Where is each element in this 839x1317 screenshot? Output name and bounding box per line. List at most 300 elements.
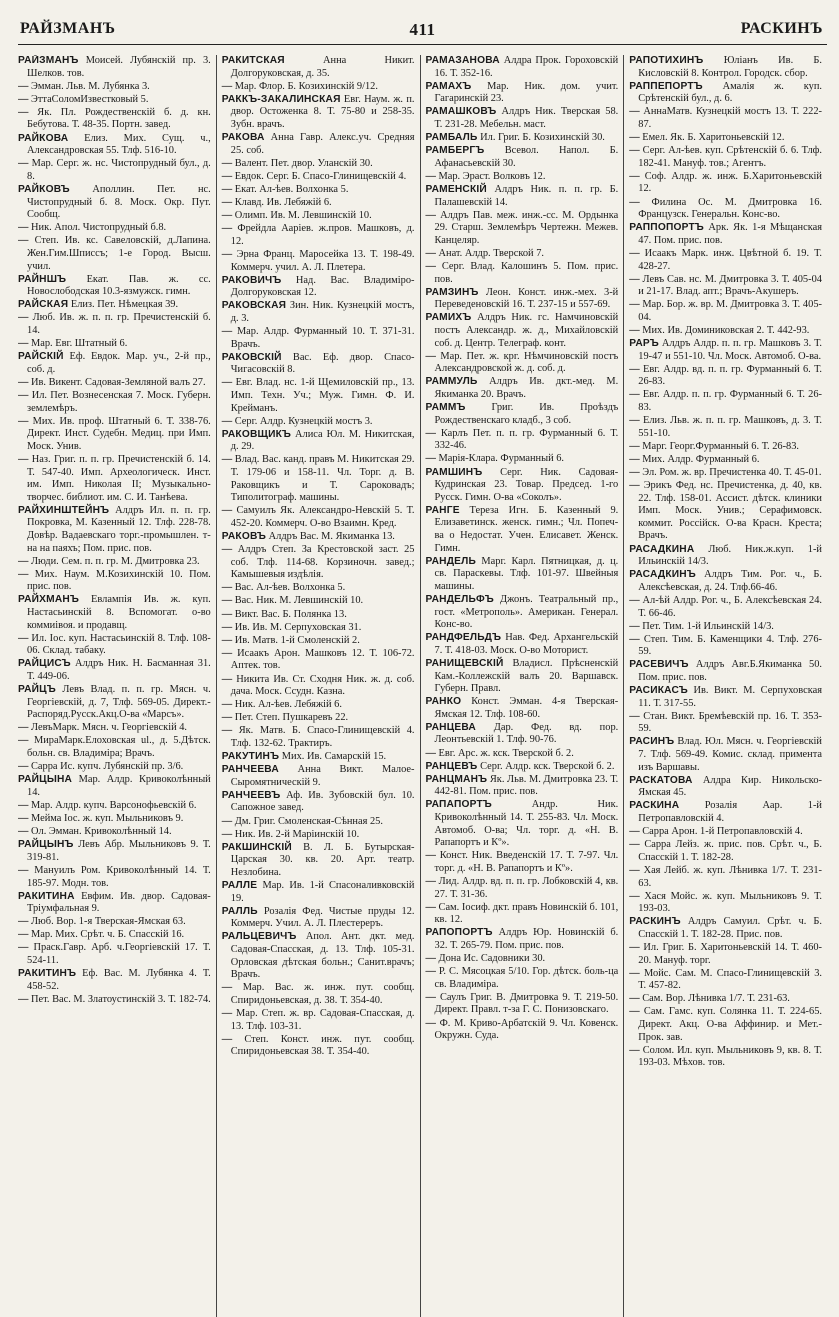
directory-entry <box>629 826 822 839</box>
entry-surname: РАКОВЪ <box>221 530 267 542</box>
entry-dash: — <box>221 197 235 209</box>
entry-text: Эмман. Льв. М. Лубянка 3. <box>31 80 150 92</box>
entry-dash: — <box>629 299 643 311</box>
directory-entry <box>426 876 619 901</box>
entry-dash: — <box>629 106 644 118</box>
entry-text: Анна Гавр. Алекс.уч. Средняя 25. соб. <box>230 132 415 156</box>
entry-surname: РАККЪ-ЗАКАЛИНСКАЯ <box>221 93 341 105</box>
entry-dash: — <box>221 699 235 711</box>
entry-dash: — <box>18 106 38 118</box>
entry-dash: — <box>18 929 31 941</box>
entry-text: Сарра Лейз. ж. прис. пов. Срѣт. ч., Б. Спасскій 1. Т. 182-28. <box>638 839 822 863</box>
directory-entry <box>629 595 822 620</box>
entry-text: Карлъ Пет. п. п. гр. Фурманный 6. Т. 332-46. <box>434 427 619 452</box>
directory-entry <box>18 299 211 312</box>
directory-entry <box>629 389 822 414</box>
entry-text: Серг. Ал-ѣев. куп. Срѣтенскій б. 6. Тлф. 182-41. Мануф. тов.; Агентъ. <box>638 145 822 169</box>
entry-dash: — <box>221 415 235 427</box>
entry-text: Сам. Гамс. куп. Солянка 11. Т. 224-65. Директ. Акц. О-ва Аффинир. и Мет.-Прок. зав. <box>638 1006 822 1043</box>
entry-text: Зин. Ник. Кузнецкій мостъ, д. 3. <box>230 300 415 324</box>
entry-dash: — <box>629 324 643 336</box>
directory-entry <box>222 790 415 815</box>
directory-entry <box>18 377 211 390</box>
entry-text: Пет. Тим. 1-й Ильинскій 14/3. <box>642 620 774 632</box>
entry-surname: РАЙЗМАНЪ <box>18 55 79 66</box>
entry-text: Мануилъ Ром. Кривоколѣнный 14. Т. 185-97. Модн. тов. <box>27 864 211 889</box>
directory-entry <box>426 248 619 261</box>
entry-text: Алдръ Ник. п. п. гр. Б. Палашевскій 14. <box>434 183 619 208</box>
entry-text: Эрикъ Фед. нс. Пречистенка, д. 40, кв. 22. Тлф. 158-01. Ассист. дѣтск. клиники Имп. Моск. Унив.; Серафимовск. коммит. Россійск. О-ва Красн. Креста; Врачъ. <box>638 480 822 542</box>
entry-text: Пет. Степ. Пушкаревъ 22. <box>234 712 349 724</box>
entry-text: Мар. Пет. ж. крг. Нѣмчиновскій постъ Александровской ж. д. соб. д. <box>434 350 619 375</box>
entry-surname: РАНЧЕЕВЪ <box>221 789 281 801</box>
entry-text: Дм. Григ. Смоленская-Сѣнная 25. <box>234 815 383 827</box>
running-head-right: РАСКИНЪ <box>740 20 823 37</box>
directory-entry <box>426 632 619 657</box>
entry-text: Лид. Алдр. вд. п. п. гр. Лобковскій 4, кв. 27. Т. 31-36. <box>434 876 619 900</box>
directory-entry <box>222 377 415 415</box>
entry-text: Люб. Ив. ж. п. п. гр. Пречистенскій б. 14. <box>27 312 211 336</box>
entry-dash: — <box>629 864 644 876</box>
entry-surname: РАКОВА <box>221 132 265 144</box>
entry-text: Ник. Ал-ѣев. Лебяжій 6. <box>234 699 342 711</box>
directory-entry <box>222 223 415 248</box>
entry-dash: — <box>221 544 238 556</box>
entry-text: Всевол. Напол. Б. Афанасьевскій 30. <box>434 145 619 169</box>
entry-text: Алдръ Юр. Новинскій б. 32. Т. 265-79. Пом. прис. пов. <box>434 927 619 951</box>
entry-dash: — <box>221 454 235 466</box>
directory-entry <box>18 722 211 735</box>
directory-entry <box>426 902 619 927</box>
entry-dash: — <box>221 828 235 840</box>
directory-entry <box>222 197 415 210</box>
entry-surname: РАЛЛЕ <box>221 880 258 891</box>
directory-entry <box>222 725 415 750</box>
entry-dash: — <box>629 480 644 492</box>
entry-text: Сарра Ис. купч. Лубянскій пр. 3/6. <box>31 761 184 773</box>
entry-text: Мих. Ив. Доминиковская 2. Т. 442-93. <box>642 324 810 336</box>
entry-surname: РАСИНЪ <box>629 736 675 748</box>
directory-entry <box>629 968 822 993</box>
entry-dash: — <box>18 568 35 580</box>
entry-surname: РАСКИНЪ <box>629 916 681 928</box>
entry-text: ЭттаСоломИзвестковый 5. <box>31 93 149 105</box>
entry-text: Алдръ Тим. Рог. ч., Б. Алексѣевская, д. 24. Тлф.66-46. <box>638 569 822 593</box>
entry-text: Елиз. Льв. ж. п. п. гр. Машковъ, д. 3. Т. 551-10. <box>638 415 822 439</box>
entry-surname: РАЛЬЦЕВИЧЪ <box>221 931 297 943</box>
directory-entry <box>222 158 415 171</box>
directory-entry <box>18 761 211 774</box>
directory-entry <box>18 107 211 132</box>
directory-entry <box>426 748 619 761</box>
entry-text: Алдръ Ник. Тверская 58. Т. 231-28. Мебельн. маст. <box>434 106 619 130</box>
directory-entry <box>222 249 415 274</box>
directory-entry <box>18 735 211 760</box>
directory-entry <box>222 609 415 622</box>
entry-dash: — <box>221 248 237 260</box>
entry-text: Мар. Мих. Срѣт. ч. Б. Спасскій 16. <box>31 929 185 941</box>
entry-text: Ал-ѣй Алдр. Рог. ч., Б. Алексѣевская 24. Т. 66-46. <box>638 594 822 619</box>
entry-text: Алдръ Ив. дкт.-мед. М. Якиманка 20. Врачъ. <box>434 376 619 400</box>
entry-text: Евг. Арс. ж. кск. Тверской б. 2. <box>438 747 574 759</box>
entry-surname: РАМШИНЪ <box>425 466 483 478</box>
entry-text: Алиса Юл. М. Никитская, д. 29. <box>230 428 415 453</box>
entry-text: Конст. Ник. Введенскій 17. Т. 7-97. Чл. торг. д. «Н. В. Рапапортъ и Кº». <box>434 850 619 874</box>
directory-entry <box>629 454 822 467</box>
entry-text: Сам. Вор. Лѣнивка 1/7. Т. 231-63. <box>642 993 790 1005</box>
entry-text: Исаакъ Арон. Машковъ 12. Т. 106-72. Аптек. тов. <box>230 647 415 672</box>
entry-text: Конст. Эмман. 4-я Тверская-Ямская 12. Тлф. 108-60. <box>434 696 619 720</box>
entry-dash: — <box>18 722 31 734</box>
entry-dash: — <box>18 453 32 465</box>
directory-entry <box>222 94 415 132</box>
entry-dash: — <box>629 273 643 285</box>
entry-text: Алдръ Пав. меж. инж.-сс. М. Ордынка 29. Старш. Землемѣръ Чертежн. Межев. Канцеляр. <box>434 209 619 246</box>
entry-text: Евдок. Серг. Б. Спасо-Глинищевскій 4. <box>234 170 407 182</box>
entry-text: Евг. Алдр. п. п. гр. Фурманный 6. Т. 26-83. <box>638 389 822 414</box>
directory-entry <box>426 184 619 209</box>
entry-text: Никита Ив. Ст. Сходня Ник. ж. д. соб. дача. Моск. Ссудн. Казна. <box>230 673 415 698</box>
entry-dash: — <box>221 621 235 633</box>
directory-entry <box>222 531 415 544</box>
entry-text: Евг. Влад. нс. 1-й Щемиловскій пр., 13. Имп. Техн. Уч.; Муж. Гимн. Ф. И. Крейманъ. <box>230 377 415 414</box>
entry-text: Ив. Викент. Садовая-Земляной валъ 27. <box>31 376 206 388</box>
directory-entry <box>18 994 211 1007</box>
entry-surname: РАПОТИХИНЪ <box>629 55 704 66</box>
entry-dash: — <box>18 338 31 350</box>
entry-surname: РАМАЗАНОВА <box>425 55 500 66</box>
entry-text: Еф. Евдок. Мар. уч., 2-й пр., соб. д. <box>27 351 211 375</box>
entry-dash: — <box>425 453 439 465</box>
directory-entry <box>629 916 822 941</box>
entry-surname: РАПАПОРТЪ <box>425 799 492 811</box>
entry-text: Мар. Ив. 1-й Спасоналивковскій 19. <box>230 880 415 904</box>
directory-entry <box>629 544 822 569</box>
entry-dash: — <box>18 555 31 567</box>
entry-dash: — <box>18 993 31 1005</box>
entry-text: Алдръ Ник. Н. Басманная 31. Т. 449-06. <box>27 658 211 682</box>
entry-dash: — <box>425 1017 440 1029</box>
entry-text: Мар. Алдр. купч. Варсонофьевскій 6. <box>31 799 197 811</box>
entry-dash: — <box>425 247 439 259</box>
entry-surname: РАМЕНСКІЙ <box>425 183 487 195</box>
entry-surname: РАММЪ <box>425 402 466 414</box>
columns <box>18 55 827 1317</box>
directory-entry <box>629 569 822 594</box>
entry-text: Ив. Матв. 1-й Смоленскій 2. <box>234 634 360 646</box>
entry-text: Вас. Ал-ѣев. Волхонка 5. <box>234 582 346 594</box>
directory-entry <box>18 556 211 569</box>
entry-dash: — <box>629 170 645 182</box>
entry-text: Розалія Аар. 1-й Петропавловскій 4. <box>638 800 822 825</box>
directory-entry <box>222 326 415 351</box>
directory-entry <box>18 684 211 722</box>
directory-entry <box>629 659 822 684</box>
entry-surname: РАППЕПОРТЪ <box>629 80 703 92</box>
entry-dash: — <box>425 901 439 913</box>
entry-text: Мих. Ив. проф. Штатный 6. Т. 338-76. Директ. Инст. Судебн. Медиц. при Имп. Моск. Унив. <box>27 415 211 452</box>
directory-entry <box>426 376 619 401</box>
entry-dash: — <box>221 80 235 92</box>
directory-entry <box>18 658 211 683</box>
entry-text: Мих. Ив. Самарскій 15. <box>281 751 387 763</box>
directory-entry <box>18 274 211 299</box>
entry-surname: РАКИТИНА <box>18 890 75 902</box>
page-header <box>18 14 827 45</box>
directory-entry <box>222 1034 415 1059</box>
directory-entry <box>426 171 619 184</box>
entry-text: Аполлин. Пет. нс. Чистопрудный б. 8. Моск. Окр. Пут. Сообщ. <box>27 183 211 221</box>
entry-text: Елиз. Мих. Сущ. ч., Александровская 55. Тлф. 516-10. <box>27 132 211 157</box>
entry-dash: — <box>221 982 243 994</box>
directory-entry <box>18 800 211 813</box>
directory-entry <box>426 696 619 721</box>
entry-text: Люб. Вор. 1-я Тверская-Ямская 63. <box>31 916 186 928</box>
entry-surname: РАММУЛЬ <box>425 376 478 388</box>
entry-text: Мар. Алдр. Кривоколѣнный 14. <box>27 774 211 798</box>
entry-text: Хая Лейб. ж. куп. Лѣнивка 1/7. Т. 231-63. <box>638 864 822 889</box>
entry-surname: РАСИКАСЪ <box>629 685 688 697</box>
entry-text: Марг. Георг.Фурманный 6. Т. 26-83. <box>642 440 800 452</box>
directory-entry <box>629 415 822 440</box>
directory-entry <box>222 648 415 673</box>
entry-text: Алдръ Авг.Б.Якиманка 50. Пом. прис. пов. <box>638 659 822 683</box>
entry-dash: — <box>221 210 235 222</box>
directory-entry <box>222 275 415 300</box>
entry-text: Эрна Франц. Маросейка 13. Т. 198-49. Коммерч. учил. А. Л. Плетерa. <box>230 248 415 273</box>
entry-text: Мар. Степ. ж. вр. Садовая-Спасская, д. 13. Тлф. 103-31. <box>230 1007 415 1032</box>
entry-dash: — <box>18 632 32 644</box>
directory-entry <box>426 81 619 106</box>
directory-entry <box>629 132 822 145</box>
entry-dash: — <box>18 826 31 838</box>
entry-dash: — <box>18 799 31 811</box>
entry-text: Мейма Іос. ж. куп. Мыльниковъ 9. <box>31 813 184 825</box>
directory-entry <box>629 942 822 967</box>
entry-dash: — <box>221 634 235 646</box>
entry-dash: — <box>629 993 643 1005</box>
entry-text: Евг. Алдр. вд. п. п. гр. Фурманный 6. Т. 26-83. <box>638 363 823 388</box>
entry-dash: — <box>18 813 31 825</box>
entry-dash: — <box>629 247 645 259</box>
directory-entry <box>426 132 619 145</box>
entry-text: Алдръ Вас. М. Якиманка 13. <box>268 530 395 542</box>
entry-text: Сам. Іосиф. дкт. правъ Новинскій б. 101, кв. 12. <box>434 901 619 926</box>
entry-dash: — <box>18 158 32 170</box>
entry-surname: РАКИТИНЪ <box>18 968 77 980</box>
directory-entry <box>18 158 211 183</box>
directory-entry <box>222 132 415 157</box>
entry-text: Екат. Ал-ѣев. Волхонка 5. <box>234 183 349 195</box>
entry-text: Алдра Кир. Никольско-Ямская 45. <box>638 774 822 799</box>
directory-entry <box>222 674 415 699</box>
directory-entry <box>629 993 822 1006</box>
entry-text: Аф. Ив. Зубовскій бул. 10. Сапожное завед. <box>230 789 415 814</box>
directory-entry <box>426 312 619 350</box>
entry-text: Степ. Тим. Б. Каменщики 4. Тлф. 276-59. <box>638 633 822 658</box>
directory-entry <box>426 402 619 427</box>
directory-entry <box>18 390 211 415</box>
entry-dash: — <box>629 710 644 722</box>
entry-text: Стан. Викт. Бремѣевскій пр. 16. Т. 353-59. <box>638 710 822 735</box>
directory-entry <box>222 816 415 829</box>
directory-entry <box>18 633 211 658</box>
entry-text: Эл. Ром. ж. вр. Пречистенка 40. Т. 45-01. <box>642 467 822 478</box>
column-4 <box>623 55 827 1317</box>
entry-text: Ив. Викт. М. Серпуховская 11. Т. 317-55. <box>638 685 822 709</box>
entry-text: Соф. Алдр. ж. инж. Б.Харитоньевскій 12. <box>638 170 822 195</box>
entry-surname: РАНДЕЛЬ <box>425 555 477 567</box>
directory-entry <box>222 1008 415 1033</box>
entry-surname: РАКОВСКІЙ <box>221 351 282 363</box>
entry-text: Анат. Алдр. Тверской 7. <box>438 247 544 259</box>
entry-text: Ил. Григ. Б. Козихинскій 30. <box>480 132 605 144</box>
directory-entry <box>629 274 822 299</box>
directory-entry <box>18 826 211 839</box>
entry-text: Серг. Алдр. кск. Тверской б. 2. <box>480 760 615 772</box>
entry-text: Пет. Вас. М. Златоустинскій 3. Т. 182-74. <box>31 993 211 1005</box>
entry-text: Ник. Ив. 2-й Маріинскій 10. <box>234 828 360 840</box>
entry-surname: РАПОПОРТЪ <box>425 927 493 939</box>
entry-dash: — <box>18 80 31 92</box>
entry-dash: — <box>629 967 645 979</box>
directory-entry <box>18 891 211 916</box>
directory-entry <box>629 775 822 800</box>
directory-entry <box>18 94 211 107</box>
directory-entry <box>426 505 619 555</box>
entry-text: Вас. Еф. двор. Спасо-Чигасовскій 8. <box>230 351 415 376</box>
entry-text: Ил. Пет. Вознесенская 7. Моск. Губерн. землемѣръ. <box>27 389 211 414</box>
entry-text: Мар. Эраст. Волковъ 12. <box>438 170 546 182</box>
entry-text: Мойс. Сам. М. Спасо-Глинищевскій 3. Т. 457-82. <box>638 967 822 992</box>
directory-entry <box>18 338 211 351</box>
entry-surname: РАППОПОРТЪ <box>629 222 704 234</box>
entry-surname: РАСКИНА <box>629 800 680 812</box>
entry-text: В. Л. Б. Бутырская-Царская 30. кв. 20. Арт. театр. Незлобина. <box>230 841 415 878</box>
entry-dash: — <box>221 815 235 827</box>
entry-text: Филина Ос. М. Дмитровка 16. Французск. Генеральн. Конс-во. <box>638 196 822 221</box>
entry-surname: РАРЪ <box>629 338 659 350</box>
directory-entry <box>426 953 619 966</box>
entry-text: Степ. Ив. кс. Савеловскій, д.Лапина. Жен.Гим.Шписсъ; 1-е Город. Высш. учил. <box>27 235 211 272</box>
entry-dash: — <box>425 991 440 1003</box>
entry-text: Мар. Серг. ж. нс. Чистопрудный бул., д. 8. <box>27 158 211 182</box>
column-3 <box>420 55 624 1317</box>
directory-entry <box>222 55 415 80</box>
entry-dash: — <box>629 415 643 427</box>
directory-entry <box>18 235 211 273</box>
entry-text: Влад. Вас. канд. правъ М. Никитская 29. Т. 179-06 и 158-11. Чл. Торг. д. В. Раковщикъ и Т. Сароковадъ; Типолитограф. машины. <box>230 454 415 504</box>
entry-surname: РАНГЕ <box>425 504 460 516</box>
entry-dash: — <box>425 350 441 362</box>
directory-entry <box>629 299 822 324</box>
directory-entry <box>629 145 822 170</box>
entry-dash: — <box>425 209 441 221</box>
entry-surname: РАНЧЕЕВА <box>221 764 279 776</box>
entry-surname: РАЙХМАНЪ <box>18 594 80 606</box>
entry-surname: РАКУТИНЪ <box>221 751 280 763</box>
entry-dash: — <box>221 673 237 685</box>
entry-dash: — <box>425 170 439 182</box>
entry-dash: — <box>221 325 237 337</box>
entry-dash: — <box>18 312 33 324</box>
entry-surname: РАНЦЕВА <box>425 721 476 733</box>
entry-dash: — <box>221 377 236 389</box>
entry-surname: РАЙКОВЪ <box>18 183 70 195</box>
entry-text: Люб. Ник.ж.куп. 1-й Ильинскій 14/3. <box>638 543 822 568</box>
entry-text: Евлампія Ив. ж. куп. Настасьинскій 8. Вспомогат. о-во коммиівоя. и продавщ. <box>27 594 211 631</box>
directory-entry <box>222 751 415 764</box>
entry-text: Апол. Ант. дкт. мед. Садовая-Спасская, д. 13. Тлф. 105-31. Орловская дѣтская больн.; Санит.врачъ; Врачъ. <box>230 931 415 981</box>
directory-entry <box>426 722 619 747</box>
directory-entry <box>222 622 415 635</box>
entry-text: Серг. Ник. Садовая-Кудринская 23. Товар. Председ. 1-го Русск. Гимн. О-ва «Соколъ». <box>434 466 619 503</box>
entry-dash: — <box>221 183 235 195</box>
entry-dash: — <box>629 1006 644 1018</box>
entry-text: Ник. Апол. Чистопрудный б.8. <box>31 222 167 234</box>
entry-surname: РАНДЕЛЬФЪ <box>425 593 494 605</box>
entry-dash: — <box>221 725 239 737</box>
directory-entry <box>18 351 211 376</box>
entry-text: Исаакъ Марк. инж. Цвѣтной б. 19. Т. 428-27. <box>638 247 822 272</box>
directory-entry <box>18 55 211 80</box>
directory-entry <box>629 865 822 890</box>
directory-entry <box>222 454 415 504</box>
entry-dash: — <box>18 864 35 876</box>
entry-dash: — <box>425 953 439 965</box>
directory-entry <box>222 544 415 582</box>
entry-dash: — <box>629 132 643 144</box>
entry-dash: — <box>18 376 31 388</box>
entry-text: АннаМатв. Кузнецкій мостъ 13. Т. 222-87. <box>638 106 822 130</box>
entry-dash: — <box>629 467 643 478</box>
entry-text: Левъ Влад. п. п. гр. Мясн. ч. Георгіевскій, д. 7, Тлф. 569-05. Директ.-Распоряд.Русск.Акц.О-ва «Марсъ». <box>27 684 211 721</box>
entry-text: ЛевъМарк. Мясн. ч. Георгіевскій 4. <box>31 722 188 734</box>
entry-surname: РАКОВИЧЪ <box>221 274 282 286</box>
entry-text: Мар. Евг. Штатный 6. <box>31 338 128 350</box>
entry-dash: — <box>629 941 644 953</box>
directory-entry <box>222 184 415 197</box>
directory-entry <box>222 712 415 725</box>
entry-dash: — <box>221 157 235 169</box>
entry-text: Ил. Іос. куп. Настасьинскій 8. Тлф. 108-06. Склад. табаку. <box>27 632 211 657</box>
entry-surname: РАЙЦЫНЪ <box>18 839 74 851</box>
directory-entry <box>426 287 619 312</box>
entry-text: Валент. Пет. двор. Уланскій 30. <box>234 157 373 169</box>
entry-text: Алдръ Ник. гс. Намчиновскій постъ Александр. ж. д., Михайловскій соб. д. Центр. Телеграф. конт. <box>434 312 619 349</box>
directory-entry <box>629 711 822 736</box>
entry-text: Еф. Вас. М. Лубянка 4. Т. 458-52. <box>27 968 211 992</box>
directory-entry <box>629 634 822 659</box>
entry-text: Влад. Юл. Мясн. ч. Георгіевскій 7. Тлф. 569-49. Комис. склад. примента изъ Варшавы. <box>638 736 822 773</box>
entry-text: Алдръ Алдр. п. п. гр. Машковъ 3. Т. 19-47 и 551-10. Чл. Моск. Автомоб. О-ва. <box>638 338 822 362</box>
directory-entry <box>629 480 822 543</box>
entry-dash: — <box>629 196 652 208</box>
entry-dash: — <box>221 170 235 182</box>
entry-text: Як. Льв. М. Дмитровка 23. Т. 442-81. Пом. прис. пов. <box>434 773 619 798</box>
entry-text: Як. Пл. Рождественскій б. д. кн. Бебутова. Т. 48-35. Портн. завед. <box>27 106 211 131</box>
directory-entry <box>18 774 211 799</box>
directory-entry <box>629 197 822 222</box>
directory-entry <box>18 839 211 864</box>
entry-dash: — <box>221 223 238 235</box>
entry-text: Серг. Алдр. Кузнецкій мостъ 3. <box>234 415 373 427</box>
entry-text: Алдръ Степ. За Крестовской заст. 25 соб. Тлф. 114-68. Корзиночн. завед.; Камышевыя издѣлія. <box>230 544 415 581</box>
entry-text: Тереза Игн. Б. Казенный 9. Елизаветинск. женск. гимн.; Чл. Попеч-ва о Недостат. Учен. Елисавет. Женск. Гимн. <box>434 504 619 554</box>
entry-surname: РАЙЦИСЪ <box>18 658 71 670</box>
entry-dash: — <box>629 620 643 632</box>
entry-text: Анна Викт. Малое-Сыромятническій 9. <box>230 764 415 788</box>
